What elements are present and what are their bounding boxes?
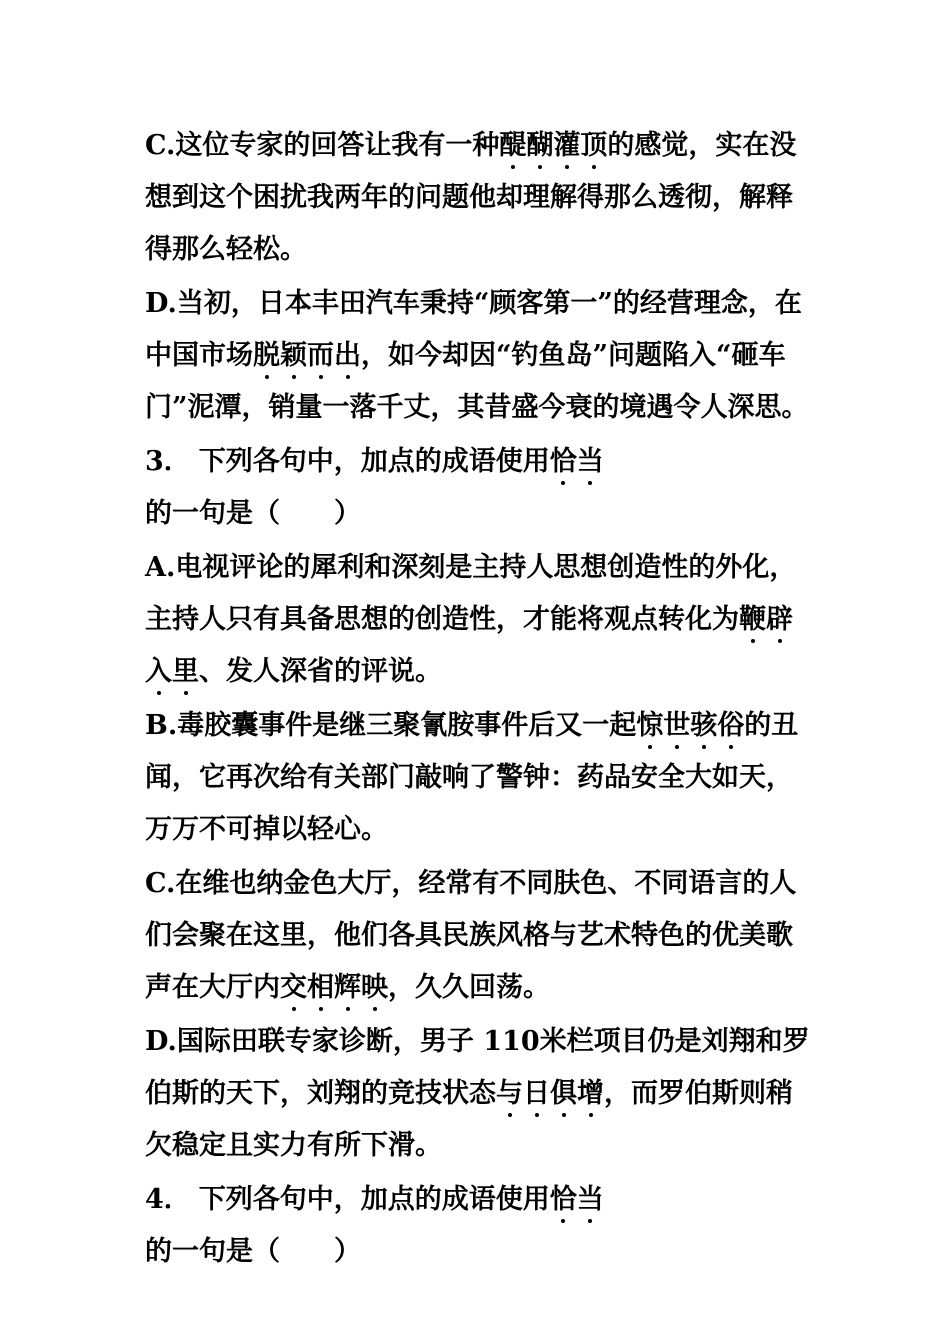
dotted-char: 出 [334,340,361,371]
question-4 [145,1174,810,1278]
dotted-char: 脱 [253,340,280,371]
dotted-idiom [636,710,744,741]
option-c-q3 [145,858,810,1014]
dotted-char: 鞭 [739,604,766,635]
document-body [145,120,810,1280]
dotted-char: 惊 [636,710,664,741]
option-d-q3 [145,1016,810,1172]
dotted-char: 恰 [549,1184,577,1215]
dotted-char: 增 [577,1078,604,1109]
dotted-char: 交 [280,972,307,1003]
option-text-after: 的丑闻，它再次给有关部门敲响了警钟：药品安全大如天，万万不可掉以轻心。 [145,710,799,845]
dotted-char: 里 [172,656,199,687]
question-text-before: 下列各句中，加点的成语使用 [198,446,550,477]
question-3 [145,436,810,540]
dotted-idiom [280,972,388,1003]
dotted-char: 世 [663,710,691,741]
option-text-after: ，如今却因“钓鱼岛”问题陷入“砸车门”泥潭，销量一落千丈，其昔盛今衰的境遇令人深思。 [145,340,809,423]
dotted-char: 骇 [690,710,718,741]
option-text-before: A.电视评论的犀利和深刻是主持人思想创造性的外化，主持人只有具备思想的创造性，才能将观点转化为 [145,552,797,635]
option-text-after: 的感觉，实在没想到这个困扰我两年的问题他却理解得那么透彻，解释得那么轻松。 [145,130,797,265]
option-text-before: B.毒胶囊事件是继三聚氰胺事件后又一起 [145,710,637,741]
question-text-before: 下列各句中，加点的成语使用 [198,1184,550,1215]
dotted-char: 俱 [550,1078,577,1109]
dotted-char: 醍 [499,130,527,161]
dotted-char: 而 [307,340,334,371]
option-a-q3 [145,542,810,698]
option-d-q2 [145,278,810,434]
option-text-before: D.国际田联专家诊断，男子 110米栏项目仍是刘翔和罗伯斯的天下，刘翔的竞技状态 [145,1026,810,1109]
dotted-char: 与 [496,1078,523,1109]
dotted-word [550,1184,604,1215]
dotted-char: 颖 [280,340,307,371]
dotted-char: 相 [307,972,334,1003]
dotted-char: 映 [361,972,388,1003]
question-text-after: 的一句是（ ） [145,498,361,529]
option-text-after: ，而罗伯斯则稍欠稳定且实力有所下滑。 [145,1078,793,1161]
dotted-char: 当 [576,446,604,477]
dotted-idiom [253,340,361,371]
option-c-q2 [145,120,810,276]
option-text-before: C.在维也纳金色大厅，经常有不同肤色、不同语言的人们会聚在这里，他们各具民族风格与艺术特色的优美歌声在大厅内 [145,868,797,1003]
question-number: 3． [145,446,191,477]
dotted-char: 日 [523,1078,550,1109]
option-text-before: C.这位专家的回答让我有一种 [145,130,500,161]
question-text-after: 的一句是（ ） [145,1236,361,1267]
dotted-char: 恰 [549,446,577,477]
option-text-after: 、发人深省的评说。 [199,656,442,687]
dotted-char: 辟 [766,604,793,635]
question-number: 4． [145,1184,191,1215]
dotted-char: 辉 [334,972,361,1003]
dotted-char: 入 [145,656,172,687]
dotted-char: 俗 [717,710,745,741]
dotted-char: 当 [576,1184,604,1215]
dotted-idiom [496,1078,604,1109]
dotted-char: 顶 [580,130,608,161]
dotted-idiom [499,130,607,161]
option-b-q3 [145,700,810,856]
option-text-before: D.当初，日本丰田汽车秉持“顾客第一”的经营理念，在中国市场 [145,288,802,371]
dotted-char: 灌 [553,130,581,161]
option-text-after: ，久久回荡。 [388,972,550,1003]
dotted-char: 醐 [526,130,554,161]
dotted-word [550,446,604,477]
